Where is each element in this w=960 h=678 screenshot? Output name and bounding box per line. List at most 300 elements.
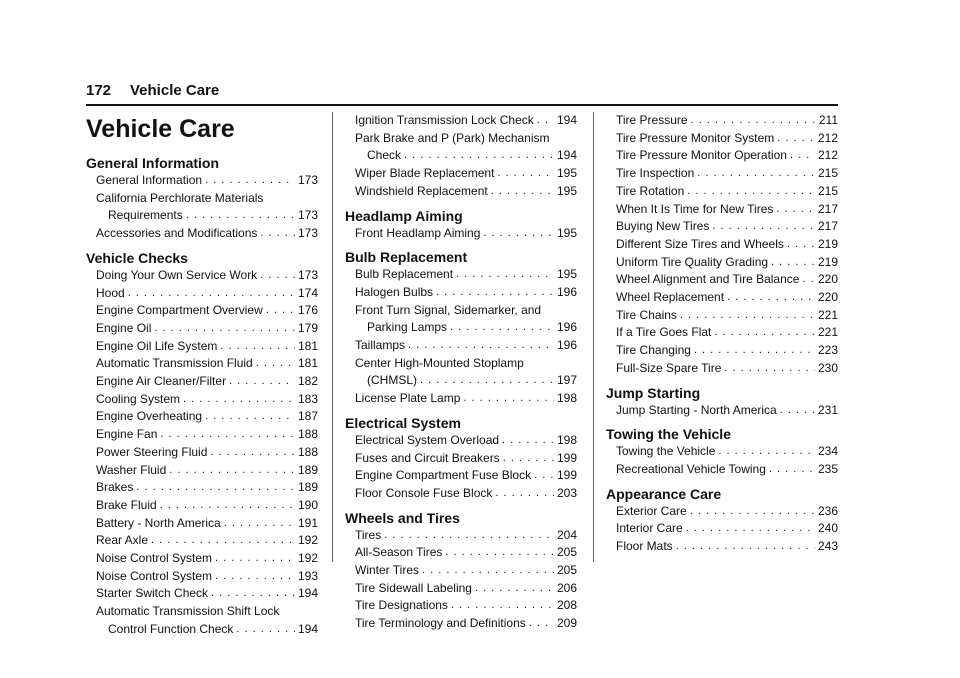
leader-dots xyxy=(777,130,815,148)
toc-page-number: 194 xyxy=(297,586,318,601)
toc-entry-title: Tires xyxy=(355,527,382,542)
toc-page-number: 196 xyxy=(556,284,577,299)
running-title: Vehicle Care xyxy=(130,82,220,99)
toc-entry[interactable] xyxy=(96,462,318,480)
toc-entry-title: Tire Sidewall Labeling xyxy=(355,580,472,595)
toc-section xyxy=(345,414,577,503)
toc-entry-title: Engine Compartment Fuse Block xyxy=(355,468,532,483)
leader-dots xyxy=(537,112,554,130)
toc-page-number: 189 xyxy=(297,462,318,477)
leader-dots xyxy=(451,597,554,615)
toc-page-number: 195 xyxy=(556,183,577,198)
toc-entry[interactable] xyxy=(616,218,838,236)
leader-dots xyxy=(690,503,815,521)
toc-entry-title: Wiper Blade Replacement xyxy=(355,166,495,181)
leader-dots xyxy=(183,391,295,409)
toc-entry-title: General Information xyxy=(96,173,203,187)
toc-page-number: 195 xyxy=(556,225,577,240)
leader-dots xyxy=(210,444,295,462)
toc-entry[interactable] xyxy=(96,320,318,338)
toc-page-number: 199 xyxy=(556,468,577,483)
toc-entry-title: When It Is Time for New Tires xyxy=(616,201,774,216)
toc-entry[interactable] xyxy=(96,391,318,409)
toc-entry[interactable] xyxy=(355,225,577,243)
toc-section xyxy=(606,112,838,378)
toc-entry[interactable] xyxy=(616,538,838,556)
toc-section xyxy=(86,249,318,639)
column-divider xyxy=(332,112,333,562)
toc-page-number: 209 xyxy=(556,616,577,631)
toc-entry[interactable] xyxy=(616,324,838,342)
toc-section xyxy=(345,248,577,408)
toc-entry[interactable] xyxy=(616,130,838,148)
section-heading: Jump Starting xyxy=(606,384,701,401)
leader-dots xyxy=(220,338,295,356)
toc-page-number: 215 xyxy=(817,166,838,181)
leader-dots xyxy=(687,183,815,201)
toc-entry-title: Engine Compartment Overview xyxy=(96,303,263,318)
leader-dots xyxy=(450,319,554,337)
toc-column-2 xyxy=(345,112,577,639)
toc-entry[interactable] xyxy=(96,479,318,497)
toc-entry[interactable] xyxy=(96,408,318,426)
toc-entry[interactable] xyxy=(96,225,318,243)
toc-entry[interactable] xyxy=(616,461,838,479)
toc-entry[interactable] xyxy=(355,165,577,183)
toc-entry-title: Tire Designations xyxy=(355,598,448,613)
toc-entry-title: Buying New Tires xyxy=(616,219,710,234)
column-divider xyxy=(593,112,594,562)
toc-page-number: 196 xyxy=(556,320,577,335)
toc-entry[interactable] xyxy=(96,267,318,285)
toc-entry[interactable] xyxy=(616,520,838,538)
toc-page-number: 190 xyxy=(297,497,318,512)
toc-entry[interactable] xyxy=(616,236,838,254)
toc-entry-title: All-Season Tires xyxy=(355,545,443,560)
toc-entry-title: Engine Overheating xyxy=(96,409,203,424)
leader-dots xyxy=(718,443,815,461)
leader-dots xyxy=(160,426,295,444)
toc-entry[interactable] xyxy=(96,585,318,603)
leader-dots xyxy=(503,450,554,468)
entry-list xyxy=(345,266,577,408)
toc-page-number: 173 xyxy=(297,208,318,223)
leader-dots xyxy=(714,324,815,342)
toc-entry-title: Engine Fan xyxy=(96,427,158,442)
toc-entry-title: Interior Care xyxy=(616,521,683,536)
toc-entry[interactable] xyxy=(355,372,577,390)
toc-column-3 xyxy=(606,112,838,562)
toc-entry-title: Tire Changing xyxy=(616,343,691,358)
toc-section xyxy=(606,485,838,556)
toc-page-number: 221 xyxy=(817,325,838,340)
leader-dots xyxy=(136,479,295,497)
toc-page-number: 181 xyxy=(297,338,318,353)
toc-page-number: 198 xyxy=(556,391,577,406)
toc-entry[interactable] xyxy=(355,580,577,598)
toc-page-number: 182 xyxy=(297,374,318,389)
toc-page-number: 191 xyxy=(297,515,318,530)
leader-dots xyxy=(256,355,295,373)
toc-page-number: 219 xyxy=(817,236,838,251)
toc-entry-title: Rear Axle xyxy=(96,533,149,548)
toc-entry-title: Full-Size Spare Tire xyxy=(616,360,722,375)
toc-entry[interactable] xyxy=(355,266,577,284)
leader-dots xyxy=(495,485,554,503)
toc-page-number: 230 xyxy=(817,360,838,375)
toc-entry-title: Taillamps xyxy=(355,338,406,353)
toc-entry-title: Engine Oil Life System xyxy=(96,338,218,353)
toc-entry[interactable] xyxy=(96,444,318,462)
leader-dots xyxy=(266,302,295,320)
toc-page-number: 205 xyxy=(556,545,577,560)
toc-page-number: 219 xyxy=(817,254,838,269)
toc-page-number: 212 xyxy=(817,130,838,145)
toc-entry[interactable] xyxy=(616,271,838,289)
toc-entry-title: Windshield Replacement xyxy=(355,183,488,198)
leader-dots xyxy=(151,532,295,550)
leader-dots xyxy=(384,527,554,545)
toc-page-number: 195 xyxy=(556,166,577,181)
toc-entry-title-continued: Parking Lamps xyxy=(367,320,448,335)
toc-entry[interactable] xyxy=(355,485,577,503)
toc-entry-title: Doing Your Own Service Work xyxy=(96,267,258,282)
leader-dots xyxy=(529,615,554,633)
toc-entry-title: Brake Fluid xyxy=(96,497,157,512)
leader-dots xyxy=(802,271,815,289)
toc-entry-title: Uniform Tire Quality Grading xyxy=(616,254,769,269)
entry-list xyxy=(345,527,577,633)
toc-entry[interactable] xyxy=(96,302,318,320)
leader-dots xyxy=(724,360,815,378)
toc-page-number: 220 xyxy=(817,290,838,305)
toc-entry-title: Tire Pressure xyxy=(616,113,688,127)
section-heading: Headlamp Aiming xyxy=(345,207,463,224)
toc-page-number: 203 xyxy=(556,485,577,500)
toc-entry-title: Cooling System xyxy=(96,391,181,406)
toc-entry[interactable] xyxy=(616,289,838,307)
toc-entry-title-continued: (CHMSL) xyxy=(367,373,417,388)
leader-dots xyxy=(534,467,554,485)
toc-page-number: 234 xyxy=(817,444,838,459)
toc-page-number: 212 xyxy=(817,148,838,163)
toc-page-number: 240 xyxy=(817,521,838,536)
toc-entry[interactable] xyxy=(616,254,838,272)
toc-entry[interactable] xyxy=(616,342,838,360)
toc-page-number: 179 xyxy=(297,320,318,335)
leader-dots xyxy=(780,402,815,420)
leader-dots xyxy=(776,201,815,219)
toc-entry-title: Tire Inspection xyxy=(616,166,695,181)
toc-entry-title: Engine Oil xyxy=(96,320,152,335)
toc-entry[interactable] xyxy=(616,402,838,420)
leader-dots xyxy=(215,568,295,586)
toc-page-number: 236 xyxy=(817,503,838,518)
leader-dots xyxy=(769,461,815,479)
leader-dots xyxy=(422,562,554,580)
toc-entry-title: Front Turn Signal, Sidemarker, and xyxy=(355,302,542,317)
toc-entry-title: Washer Fluid xyxy=(96,462,167,477)
toc-entry-title: Wheel Alignment and Tire Balance xyxy=(616,272,800,287)
leader-dots xyxy=(186,207,295,225)
toc-entry[interactable] xyxy=(96,207,318,225)
toc-entry[interactable] xyxy=(355,147,577,165)
toc-entry-title: Floor Console Fuse Block xyxy=(355,485,493,500)
toc-entry[interactable] xyxy=(355,112,577,130)
toc-entry-title: Tire Chains xyxy=(616,307,677,322)
leader-dots xyxy=(215,550,295,568)
toc-entry-title: Halogen Bulbs xyxy=(355,284,434,299)
toc-entry[interactable] xyxy=(616,147,838,165)
toc-page-number: 173 xyxy=(297,226,318,241)
toc-section xyxy=(86,154,318,243)
leader-dots xyxy=(771,254,815,272)
toc-page-number: 194 xyxy=(297,621,318,636)
toc-entry[interactable] xyxy=(355,597,577,615)
leader-dots xyxy=(445,544,554,562)
toc-entry-title: Engine Air Cleaner/Filter xyxy=(96,374,227,389)
toc-column-1 xyxy=(86,112,318,645)
toc-entry-title: Electrical System Overload xyxy=(355,432,500,447)
toc-page-number: 197 xyxy=(556,373,577,388)
toc-page-number: 187 xyxy=(297,409,318,424)
toc-entry-title: Jump Starting - North America xyxy=(616,402,777,417)
toc-entry[interactable] xyxy=(616,503,838,521)
toc-page-number: 192 xyxy=(297,551,318,566)
toc-entry[interactable] xyxy=(96,550,318,568)
toc-entry-title: Park Brake and P (Park) Mechanism xyxy=(355,130,550,145)
entry-list xyxy=(86,172,318,243)
toc-page-number: 194 xyxy=(556,148,577,163)
leader-dots xyxy=(260,267,295,285)
toc-page-number: 188 xyxy=(297,427,318,442)
toc-entry[interactable] xyxy=(616,307,838,325)
toc-page-number: 176 xyxy=(297,303,318,318)
toc-entry-title: Automatic Transmission Shift Lock xyxy=(96,604,280,619)
toc-page-number: 189 xyxy=(297,480,318,495)
section-heading: Vehicle Checks xyxy=(86,249,188,266)
toc-entry-title: Tire Pressure Monitor System xyxy=(616,130,775,145)
section-heading: Electrical System xyxy=(345,414,461,431)
toc-page-number: 205 xyxy=(556,563,577,578)
toc-section xyxy=(345,207,577,243)
leader-dots xyxy=(436,284,554,302)
leader-dots xyxy=(211,585,295,603)
leader-dots xyxy=(420,372,554,390)
entry-list xyxy=(345,432,577,503)
toc-page-number: 208 xyxy=(556,598,577,613)
toc-page-number: 193 xyxy=(297,568,318,583)
leader-dots xyxy=(691,112,816,130)
entry-list xyxy=(345,225,577,243)
toc-entry-title: Noise Control System xyxy=(96,551,213,566)
toc-page-number: 217 xyxy=(817,201,838,216)
toc-entry-title: Battery - North America xyxy=(96,515,221,530)
leader-dots xyxy=(676,538,815,556)
leader-dots xyxy=(694,342,815,360)
toc-section xyxy=(606,384,838,420)
toc-page-number: 217 xyxy=(817,219,838,234)
toc-page-number: 223 xyxy=(817,343,838,358)
leader-dots xyxy=(697,165,815,183)
leader-dots xyxy=(686,520,815,538)
toc-entry-title: Noise Control System xyxy=(96,568,213,583)
toc-page-number: 231 xyxy=(817,402,838,417)
page-header xyxy=(86,82,219,99)
toc-entry-title: Tire Rotation xyxy=(616,183,685,198)
toc-entry[interactable] xyxy=(96,515,318,533)
toc-page-number: 194 xyxy=(556,113,577,127)
toc-page-number: 173 xyxy=(297,173,318,187)
toc-page-number: 235 xyxy=(817,461,838,476)
leader-dots xyxy=(463,390,554,408)
toc-entry-title: Automatic Transmission Fluid xyxy=(96,356,253,371)
toc-entry[interactable] xyxy=(355,284,577,302)
section-heading: General Information xyxy=(86,155,220,171)
toc-entry-title: Recreational Vehicle Towing xyxy=(616,461,766,476)
entry-list xyxy=(606,503,838,556)
toc-entry[interactable] xyxy=(616,201,838,219)
toc-entry-title: Floor Mats xyxy=(616,539,673,554)
toc-entry-title: Different Size Tires and Wheels xyxy=(616,236,784,251)
toc-entry[interactable] xyxy=(355,183,577,201)
toc-entry-title: Hood xyxy=(96,285,125,300)
toc-entry[interactable] xyxy=(96,426,318,444)
section-heading: Appearance Care xyxy=(606,485,722,502)
leader-dots xyxy=(160,497,295,515)
toc-entry-title: Fuses and Circuit Breakers xyxy=(355,450,500,465)
toc-entry[interactable] xyxy=(96,373,318,391)
leader-dots xyxy=(475,580,554,598)
toc-entry[interactable] xyxy=(96,621,318,639)
toc-entry-title: Starter Switch Check xyxy=(96,586,209,601)
toc-entry[interactable] xyxy=(96,285,318,303)
toc-page-number: 196 xyxy=(556,338,577,353)
toc-entry-title: Power Steering Fluid xyxy=(96,444,208,459)
leader-dots xyxy=(790,147,815,165)
leader-dots xyxy=(456,266,554,284)
toc-entry-title: License Plate Lamp xyxy=(355,391,461,406)
toc-entry-title: Front Headlamp Aiming xyxy=(355,225,481,240)
leader-dots xyxy=(205,408,295,426)
leader-dots xyxy=(680,307,815,325)
leader-dots xyxy=(236,621,295,639)
toc-page-number: 188 xyxy=(297,444,318,459)
toc-entry-title: Bulb Replacement xyxy=(355,267,454,282)
toc-entry[interactable] xyxy=(355,337,577,355)
toc-entry[interactable] xyxy=(616,165,838,183)
section-heading: Towing the Vehicle xyxy=(606,426,731,443)
entry-list xyxy=(345,112,577,201)
toc-entry[interactable] xyxy=(616,183,838,201)
section-heading: Wheels and Tires xyxy=(345,509,460,526)
toc-entry[interactable] xyxy=(96,355,318,373)
toc-page-number: 173 xyxy=(297,267,318,282)
leader-dots xyxy=(169,462,295,480)
toc-page-number: 183 xyxy=(297,391,318,406)
toc-entry-title: Exterior Care xyxy=(616,503,687,518)
toc-page-number: 243 xyxy=(817,539,838,554)
leader-dots xyxy=(787,236,815,254)
toc-entry[interactable] xyxy=(355,615,577,633)
toc-page-number: 174 xyxy=(297,285,318,300)
toc-entry-title: Winter Tires xyxy=(355,563,420,578)
toc-entry[interactable] xyxy=(355,319,577,337)
toc-entry[interactable] xyxy=(616,443,838,461)
leader-dots xyxy=(154,320,295,338)
toc-entry[interactable] xyxy=(96,497,318,515)
toc-entry-title: If a Tire Goes Flat xyxy=(616,325,712,340)
toc-entry-title: Brakes xyxy=(96,480,134,495)
toc-page-number: 199 xyxy=(556,450,577,465)
entry-list xyxy=(606,112,838,378)
toc-page-number: 221 xyxy=(817,307,838,322)
toc-page-number: 181 xyxy=(297,356,318,371)
toc-page-number: 206 xyxy=(556,580,577,595)
toc-page-number: 211 xyxy=(818,113,838,127)
toc-entry-title: Tire Terminology and Definitions xyxy=(355,616,526,631)
toc-entry[interactable] xyxy=(96,568,318,586)
section-heading: Bulb Replacement xyxy=(345,249,468,266)
header-rule xyxy=(86,104,838,106)
entry-list xyxy=(606,402,838,420)
toc-entry-title-continued: Requirements xyxy=(108,208,183,223)
leader-dots xyxy=(404,147,554,165)
leader-dots xyxy=(712,218,815,236)
page-number: 172 xyxy=(86,82,112,99)
toc-section xyxy=(345,112,577,201)
leader-dots xyxy=(205,172,295,190)
toc-entry-title: Center High-Mounted Stoplamp xyxy=(355,355,524,370)
leader-dots xyxy=(224,515,295,533)
toc-entry-title: Wheel Replacement xyxy=(616,290,725,305)
toc-page-number: 192 xyxy=(297,533,318,548)
toc-entry-title: Tire Pressure Monitor Operation xyxy=(616,148,787,163)
toc-page-number: 204 xyxy=(556,527,577,542)
toc-section xyxy=(345,509,577,633)
toc-entry-title-continued: Check xyxy=(367,148,402,163)
leader-dots xyxy=(483,225,554,243)
toc-page-number: 215 xyxy=(817,183,838,198)
toc-entry[interactable] xyxy=(355,467,577,485)
toc-entry-title: Towing the Vehicle xyxy=(616,444,716,459)
toc-entry[interactable] xyxy=(96,338,318,356)
toc-entry[interactable] xyxy=(616,112,838,130)
toc-entry[interactable] xyxy=(355,562,577,580)
toc-entry[interactable] xyxy=(96,532,318,550)
toc-entry-title: Accessories and Modifications xyxy=(96,226,258,241)
toc-entry[interactable] xyxy=(355,544,577,562)
leader-dots xyxy=(502,432,554,450)
toc-entry[interactable] xyxy=(355,390,577,408)
toc-page-number: 220 xyxy=(817,272,838,287)
leader-dots xyxy=(229,373,295,391)
leader-dots xyxy=(491,183,554,201)
toc-page-number: 195 xyxy=(556,267,577,282)
toc-entry[interactable] xyxy=(355,432,577,450)
toc-entry[interactable] xyxy=(96,172,318,190)
leader-dots xyxy=(497,165,554,183)
toc-entry-title: California Perchlorate Materials xyxy=(96,190,264,205)
toc-entry[interactable] xyxy=(355,450,577,468)
toc-entry-title-continued: Control Function Check xyxy=(108,621,234,636)
toc-entry[interactable] xyxy=(616,360,838,378)
entry-list xyxy=(606,443,838,478)
toc-page-number: 198 xyxy=(556,432,577,447)
leader-dots xyxy=(260,225,295,243)
leader-dots xyxy=(408,337,554,355)
toc-entry[interactable] xyxy=(355,527,577,545)
